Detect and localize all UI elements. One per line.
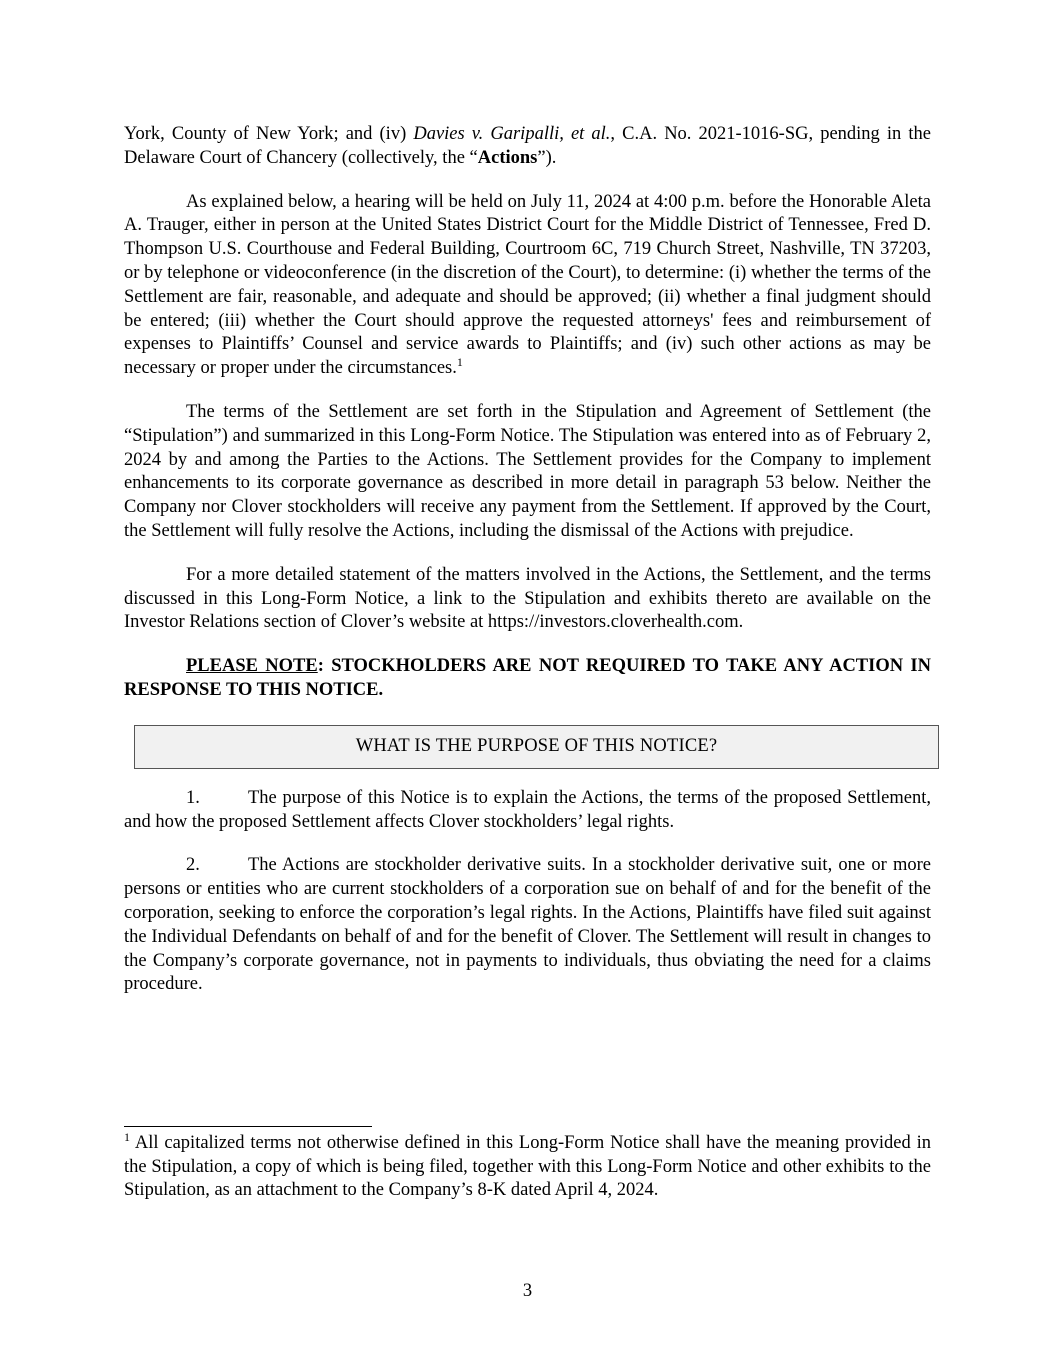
paragraph-settlement-terms: The terms of the Settlement are set forth in the Stipulation and Agreement of Settlement (the “Stipulation”) and summarized in this Long-Form Notice. The Stipulation was entered into as of February 2, 2024 by and among the Parties to the Actions. The Settlement provides for the Company to implement enhancements to its corporate governance as described in more detail in paragraph 53 below. Neither the Company nor Clover stockholders will receive any payment from the Settlement. If approved by the Court, the Settlement will fully resolve the Actions, including the dismissal of the Actions with prejudice.	[124, 401, 931, 541]
case-name: Davies v. Garipalli, et al.	[413, 124, 611, 144]
please-note: PLEASE NOTE: STOCKHOLDERS ARE NOT REQUIRED TO TAKE ANY ACTION IN RESPONSE TO THIS NOTICE.	[124, 656, 931, 700]
footnote: $^1$ All capitalized terms not otherwise defined in this Long-Form Notice shall have the meaning provided in the Stipulation, a copy of which is being filed, together with this Long-Form Notice and other exhibits to the Stipulation, as an attachment to the Company’s 8-K dated April 4, 2024.	[124, 1129, 931, 1200]
numbered-paragraph-2: 2. The Actions are stockholder derivative suits. In a stockholder derivative suit, one or more persons or entities who are current stockholders of a corporation sue on behalf of and for the benefit of the corporation, seeking to enforce the corporation’s legal rights. In the Actions, Plaintiffs have filed suit against the Individual Defendants on behalf of and for the benefit of Clover. The Settlement will result in changes to the Company’s corporate governance, not in payments to individuals, thus obviating the need for a claims procedure.	[124, 855, 931, 995]
paragraph-more-detail: For a more detailed statement of the matters involved in the Actions, the Settlement, and the terms discussed in this Long-Form Notice, a link to the Stipulation and exhibits thereto are available on the Investor Relations section of Clover’s website at https://investors.cloverhealth.com.	[124, 564, 931, 633]
defined-term-actions: Actions	[477, 147, 538, 168]
section-heading-box	[134, 725, 939, 769]
footnote-ref: 1	[456, 355, 463, 370]
paragraph-hearing: As explained below, a hearing will be held on July 11, 2024 at 4:00 p.m. before the Honorable Aleta A. Trauger, either in person at the United States District Court for the Middle District of Tennessee, Fred D. Thompson U.S. Courthouse and Federal Building, Courtroom 6C, 719 Church Street, Nashville, TN 37203, or by telephone or videoconference (in the discretion of the Court), to determine: (i) whether the terms of the Settlement are fair, reasonable, and adequate and should be approved; (ii) whether a final judgment should be entered; (iii) whether the Court should approve the requested attorneys' fees and reimbursement of expenses to Plaintiffs’ Counsel and service awards to Plaintiffs; and (iv) such other actions as may be necessary or proper under the circumstances.$^1$	[124, 191, 931, 379]
please-note-label: PLEASE NOTE	[186, 656, 318, 677]
paragraph-continuation: York, County of New York; and (iv) Davies v. Garipalli, et al., C.A. No. 2021-1016-SG, pending in the Delaware Court of Chancery (collectively, the “Actions”).	[124, 124, 931, 168]
document-body	[124, 123, 931, 997]
numbered-paragraph-1: 1. The purpose of this Notice is to explain the Actions, the terms of the proposed Settlement, and how the proposed Settlement affects Clover stockholders’ legal rights.	[124, 787, 931, 832]
footnote-marker: 1	[124, 1129, 130, 1144]
section-heading: WHAT IS THE PURPOSE OF THIS NOTICE?	[355, 735, 718, 756]
footnote-separator	[124, 1126, 372, 1127]
page-number: 3	[522, 1281, 533, 1301]
